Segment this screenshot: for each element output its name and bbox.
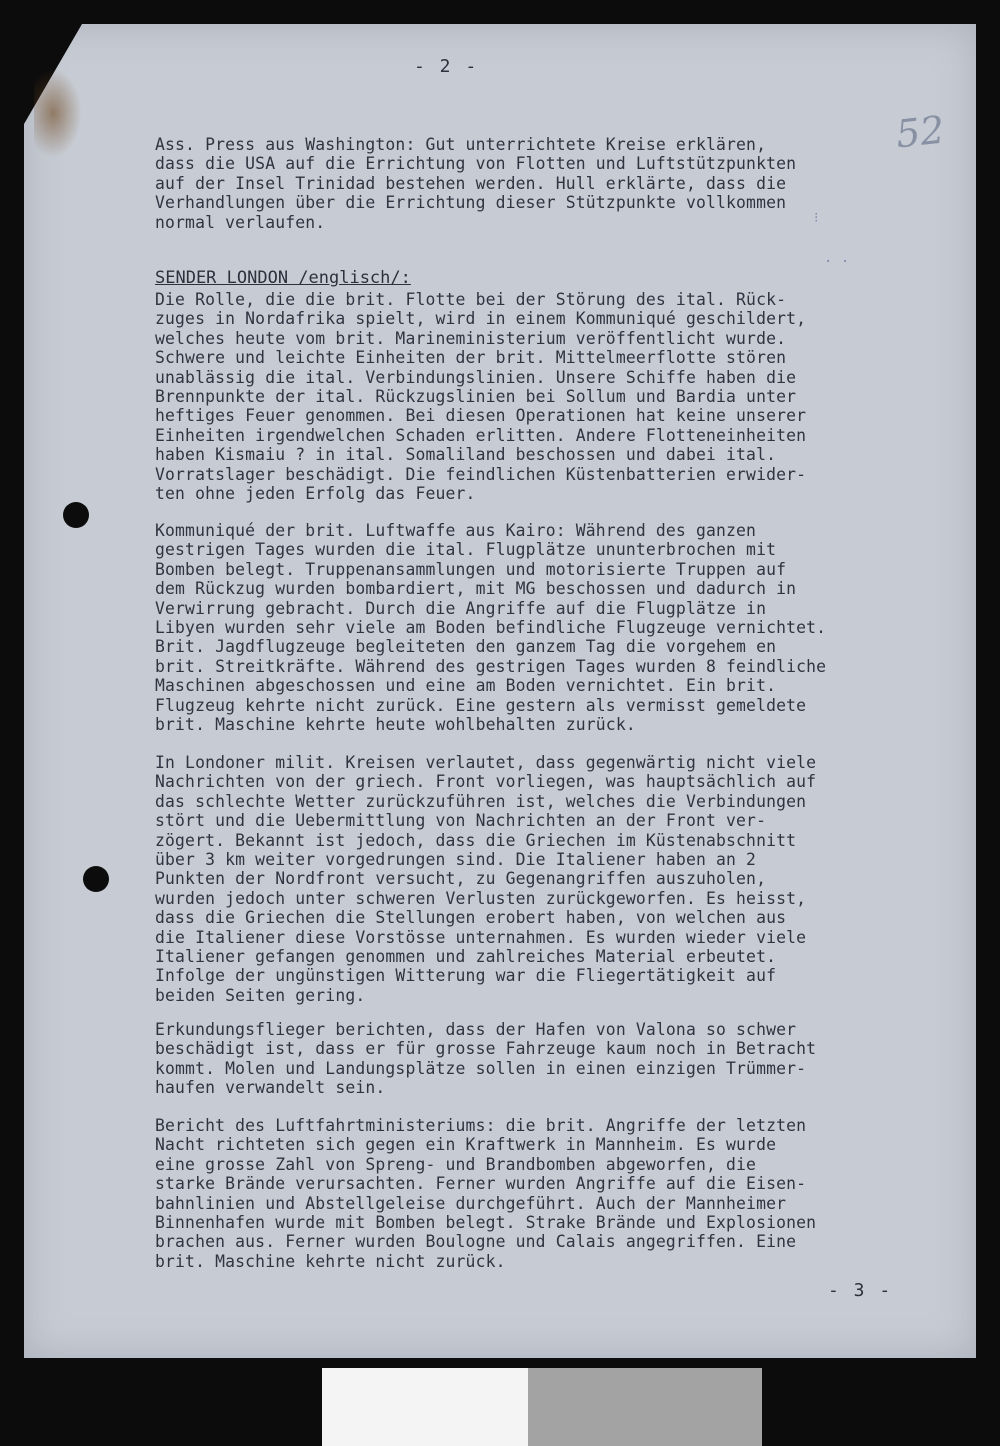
text-line: heftiges Feuer genommen. Bei diesen Operationen hat keine unserer <box>155 406 807 426</box>
text-line: brit. Maschine kehrte nicht zurück. <box>155 1251 506 1271</box>
text-line: brit. Streitkräfte. Während des gestrigen Tages wurden 8 feindliche <box>155 656 827 676</box>
paragraph-3 <box>155 753 955 1005</box>
text-line: Verwirrung gebracht. Durch die Angriffe auf die Flugplätze in <box>155 598 767 618</box>
text-line: die Italiener diese Vorstösse unternahmen. Es wurden wieder viele <box>155 927 807 947</box>
text-line: Nacht richteten sich gegen ein Kraftwerk in Mannheim. Es wurde <box>155 1135 777 1155</box>
paragraph-intro <box>155 135 955 232</box>
stain-mark <box>34 68 82 158</box>
text-line: Einheiten irgendwelchen Schaden erlitten. Andere Flotteneinheiten <box>155 425 807 445</box>
text-line: beiden Seiten gering. <box>155 985 366 1005</box>
text-line: brit. Maschine kehrte heute wohlbehalten zurück. <box>155 715 636 735</box>
text-line: Kommuniqué der brit. Luftwaffe aus Kairo: Während des ganzen <box>155 521 757 540</box>
text-line: eine grosse Zahl von Spreng- und Brandbomben abgeworfen, die <box>155 1154 757 1174</box>
text-line: Brit. Jagdflugzeuge begleiteten den ganzem Tag die vorgehem en <box>155 637 777 657</box>
text-line: beschädigt ist, dass er für grosse Fahrzeuge kaum noch in Betracht <box>155 1039 817 1059</box>
text-line: normal verlaufen. <box>155 212 326 232</box>
text-line: Erkundungsflieger berichten, dass der Hafen von Valona so schwer <box>155 1020 797 1039</box>
text-line: Maschinen abgeschossen und eine am Boden vernichtet. Ein brit. <box>155 676 777 696</box>
text-line: Vorratslager beschädigt. Die feindlichen Küstenbatterien erwider- <box>155 464 807 484</box>
text-line: Punkten der Nordfront versucht, zu Gegenangriffen auszuholen, <box>155 869 767 889</box>
text-line: haben Kismaiu ? in ital. Somaliland beschossen und dabei ital. <box>155 445 777 465</box>
paragraph-2 <box>155 521 955 734</box>
text-line: Flugzeug kehrte nicht zurück. Eine gestern als vermisst gemeldete <box>155 695 807 715</box>
text-line: Bomben belegt. Truppenansammlungen und motorisierte Truppen auf <box>155 559 787 579</box>
text-line: In Londoner milit. Kreisen verlautet, dass gegenwärtig nicht viele <box>155 753 817 772</box>
page-number-next: - 3 - <box>828 1280 893 1301</box>
text-line: Ass. Press aus Washington: Gut unterrichtete Kreise erklären, <box>155 135 767 154</box>
section-heading: SENDER LONDON /englisch/: <box>155 268 411 288</box>
text-line: das schlechte Wetter zurückzuführen ist, welches die Verbindungen <box>155 791 807 811</box>
document-page <box>24 24 976 1358</box>
text-line: gestrigen Tages wurden die ital. Flugplätze ununterbrochen mit <box>155 540 777 560</box>
text-line: Brennpunkte der ital. Rückzugslinien bei Sollum und Bardia unter <box>155 387 797 407</box>
text-line: ten ohne jeden Erfolg das Feuer. <box>155 484 476 504</box>
text-line: starke Brände verursachten. Ferner wurden Angriffe auf die Eisen- <box>155 1174 807 1194</box>
faint-ink-mark: ⁝ <box>814 210 819 226</box>
faint-ink-mark-2: · · <box>824 254 850 270</box>
text-line: Nachrichten von der griech. Front vorliegen, was hauptsächlich auf <box>155 772 817 792</box>
paragraph-1 <box>155 290 955 503</box>
text-line: Schwere und leichte Einheiten der brit. Mittelmeerflotte stören <box>155 348 787 368</box>
folio-number: 52 <box>893 107 947 157</box>
calibration-white-patch <box>322 1368 528 1446</box>
text-line: Infolge der ungünstigen Witterung war die Fliegertätigkeit auf <box>155 966 777 986</box>
text-line: brachen aus. Ferner wurden Boulogne und Calais angegriffen. Eine <box>155 1232 797 1252</box>
calibration-gray-patch <box>528 1368 762 1446</box>
punch-hole-bottom <box>83 866 109 892</box>
text-line: haufen verwandelt sein. <box>155 1078 386 1098</box>
text-line: dass die USA auf die Errichtung von Flotten und Luftstützpunkten <box>155 154 797 174</box>
scan-calibration-bar <box>322 1368 762 1446</box>
text-line: dem Rückzug wurden bombardiert, mit MG beschossen und dadurch in <box>155 579 797 599</box>
text-line: zögert. Bekannt ist jedoch, dass die Griechen im Küstenabschnitt <box>155 830 797 850</box>
text-line: welches heute vom brit. Marineministerium veröffentlicht wurde. <box>155 328 787 348</box>
paragraph-5 <box>155 1116 955 1271</box>
text-line: Italiener gefangen genommen und zahlreiches Material erbeutet. <box>155 947 777 967</box>
text-line: Libyen wurden sehr viele am Boden befindliche Flugzeuge vernichtet. <box>155 618 827 638</box>
text-line: auf der Insel Trinidad bestehen werden. Hull erklärte, dass die <box>155 173 787 193</box>
text-line: bahnlinien und Abstellgeleise durchgeführt. Auch der Mannheimer <box>155 1193 787 1213</box>
text-line: Binnenhafen wurde mit Bomben belegt. Strake Brände und Explosionen <box>155 1213 817 1233</box>
text-line: dass die Griechen die Stellungen erobert haben, von welchen aus <box>155 908 787 928</box>
paragraph-4 <box>155 1020 955 1098</box>
text-line: stört und die Uebermittlung von Nachrichten an der Front ver- <box>155 811 767 831</box>
page-number-top: - 2 - <box>414 56 479 77</box>
text-line: zuges in Nordafrika spielt, wird in einem Kommuniqué geschildert, <box>155 309 807 329</box>
text-line: unablässig die ital. Verbindungslinien. Unsere Schiffe haben die <box>155 367 797 387</box>
punch-hole-top <box>63 502 89 528</box>
text-line: Verhandlungen über die Errichtung dieser Stützpunkte vollkommen <box>155 193 787 213</box>
text-line: kommt. Molen und Landungsplätze sollen in einen einzigen Trümmer- <box>155 1058 807 1078</box>
text-line: Die Rolle, die die brit. Flotte bei der Störung des ital. Rück- <box>155 290 787 309</box>
text-line: Bericht des Luftfahrtministeriums: die brit. Angriffe der letzten <box>155 1116 807 1135</box>
text-line: wurden jedoch unter schweren Verlusten zurückgeworfen. Es heisst, <box>155 888 807 908</box>
text-line: über 3 km weiter vorgedrungen sind. Die Italiener haben an 2 <box>155 850 757 870</box>
